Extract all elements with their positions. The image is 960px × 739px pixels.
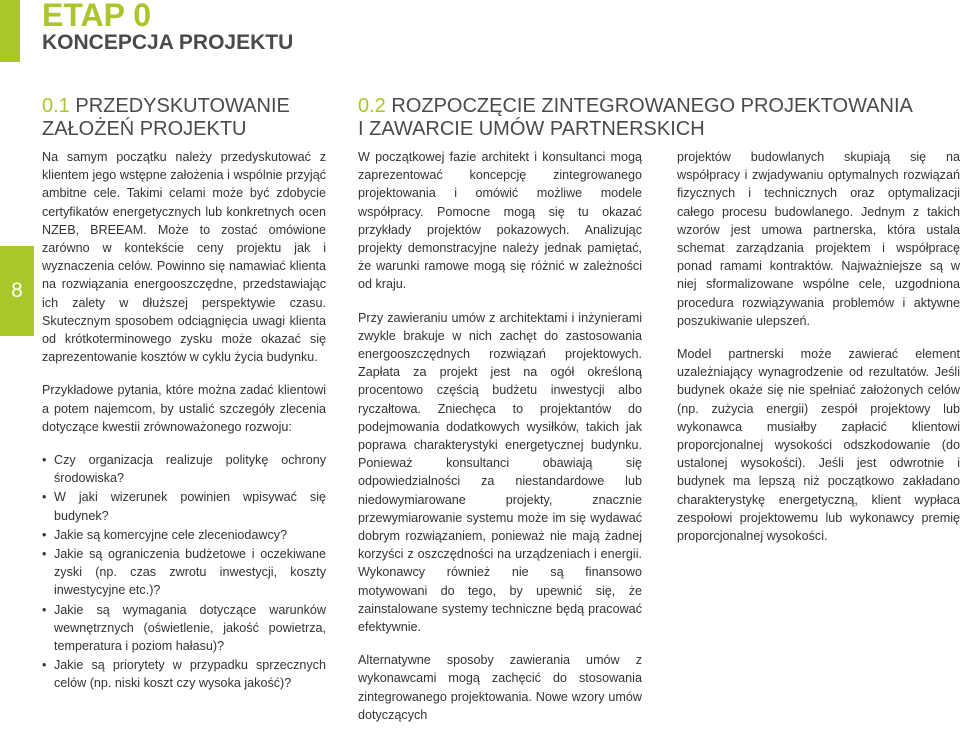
page-number-tab bbox=[0, 246, 34, 336]
section1-paragraph-2: Przykładowe pytania, które można zadać klientowi a potem najemcom, by ustalić szczegóły zlecenia dotyczące kwestii zrównoważonego rozwoju: bbox=[42, 383, 326, 434]
list-item: • Czy organizacja realizuje politykę ochrony środowiska? bbox=[42, 451, 326, 487]
section1-heading bbox=[42, 95, 312, 141]
list-item: • Jakie są priorytety w przypadku sprzecznych celów (np. niski koszt czy wysoka jakość)? bbox=[42, 656, 326, 692]
column-3 bbox=[677, 148, 960, 560]
list-item: • Jakie są wymagania dotyczące warunków wewnętrznych (oświetlenie, jakość powietrza, temperatura i poziom hałasu)? bbox=[42, 601, 326, 656]
page-number: 8 bbox=[11, 279, 23, 302]
header-accent-bar bbox=[0, 0, 20, 62]
section2-paragraph-1: W początkowej fazie architekt i konsultanci mogą zaprezentować koncepcję zintegrowanego projektowania i omówić możliwe modele współpracy. Pomocne mogą się tu okazać przykłady projektów pokazowych. Analizując projekty demonstracyjne należy jednak pamiętać, że warunki ramowe mogą się różnić w zależności od kraju. bbox=[358, 150, 642, 292]
column-1 bbox=[42, 148, 326, 694]
section1-number: 0.1 bbox=[42, 95, 70, 117]
section2-number: 0.2 bbox=[358, 95, 386, 117]
section2-title-line1: ROZPOCZĘCIE ZINTEGROWANEGO PROJEKTOWANIA bbox=[391, 95, 913, 117]
list-item: • Jakie są ograniczenia budżetowe i oczekiwane zyski (np. czas zwrotu inwestycji, koszty inwestycyjne etc.)? bbox=[42, 545, 326, 600]
questions-list bbox=[42, 451, 326, 693]
list-item: • W jaki wizerunek powinien wpisywać się budynek? bbox=[42, 488, 326, 524]
section2-paragraph-4: projektów budowlanych skupiają się na współpracy i zwjadywaniu optymalnych rozwiązań fizycznych i technicznych oraz optymalizacji całego procesu budowlanego. Jednym z takich wzorów jest umowa partnerska, która ustala schemat zarządzania projektem i współpracę ponad ramami kontraktów. Najważniejsze są w niej sformalizowane wspólne cele, uzgodniona procedura rozwiązywania problemów i aktywne poszukiwanie ulepszeń. bbox=[677, 150, 960, 328]
section2-paragraph-3: Alternatywne sposoby zawierania umów z wykonawcami mogą zachęcić do stosowania zintegrowanego projektowania. Nowe wzory umów dotyczących bbox=[358, 653, 642, 722]
section2-paragraph-2: Przy zawieraniu umów z architektami i inżynierami zwykle brakuje w nich zachęt do zastosowania energooszczędnych rozwiązań projektowych. Zapłata za projekt jest na ogół określoną procentowo częścią budżetu inwestycji albo ryczałtowa. Zniechęca to projektantów do podejmowania dodatkowych wysiłków, takich jak poprawa charakterystyki energetycznej budynku. Ponieważ konsultanci obawiają się odpowiedzialności za niestandardowe lub niedowymiarowane projekty, znacznie przewymiarowanie systemu może im się wydawać dobrym rozwiązaniem, ponieważ nie mają żadnej korzyści z oszczędności na urządzeniach i energii. Wykonawcy również nie są finansowo motywowani do tego, by upewnić się, że zainstalowane systemy techniczne będą pracować efektywnie. bbox=[358, 310, 642, 635]
column-2 bbox=[358, 148, 642, 739]
stage-title: ETAP 0 bbox=[42, 0, 152, 33]
section1-title-line2: ZAŁOŻEŃ PROJEKTU bbox=[42, 118, 247, 140]
section1-title-line1: PRZEDYSKUTOWANIE bbox=[75, 95, 290, 117]
section2-heading bbox=[358, 95, 958, 141]
section2-paragraph-5: Model partnerski może zawierać element uzależniający wynagrodzenie od rezultatów. Jeśli budynek okaże się nie spełniać założonych celów (np. zużycia energii) zespół projektowy lub wykonawca musiałby zapłacić klientowi proporcjonalnej wysokości odszkodowanie (do ustalonej wysokości). Jeśli jest odwrotnie i budynek ma lepszą niż początkowo zakładano charakterystykę energetyczną, klient wypłaca zespołowi projektowemu lub wykonawcy premię proporcjonalnej wysokości. bbox=[677, 347, 960, 544]
section2-title-line2: I ZAWARCIE UMÓW PARTNERSKICH bbox=[358, 118, 705, 140]
section1-paragraph-1: Na samym początku należy przedyskutować z klientem jego wstępne założenia i wspólnie przyjąć ambitne cele. Takimi celami może być zdobycie certyfikatów energetycznych lub konkretnych ocen NZEB, BREEAM. Może to zostać omówione zarówno w kontekście ceny projektu jak i wyznaczenia celów. Powinno się namawiać klienta na rozwiązania energooszczędne, przedstawiając ich zalety w dłuższej perspektywie czasu. Skutecznym sposobem odciągnięcia uwagi klienta od krótkoterminowego zysku może okazać się zaprezentowanie kosztów w cyklu życia budynku. bbox=[42, 150, 326, 365]
list-item: • Jakie są komercyjne cele zleceniodawcy? bbox=[42, 526, 326, 544]
section1-heading-line1 bbox=[42, 95, 312, 118]
stage-subtitle: KONCEPCJA PROJEKTU bbox=[42, 31, 294, 54]
section2-heading-line1 bbox=[358, 95, 958, 118]
